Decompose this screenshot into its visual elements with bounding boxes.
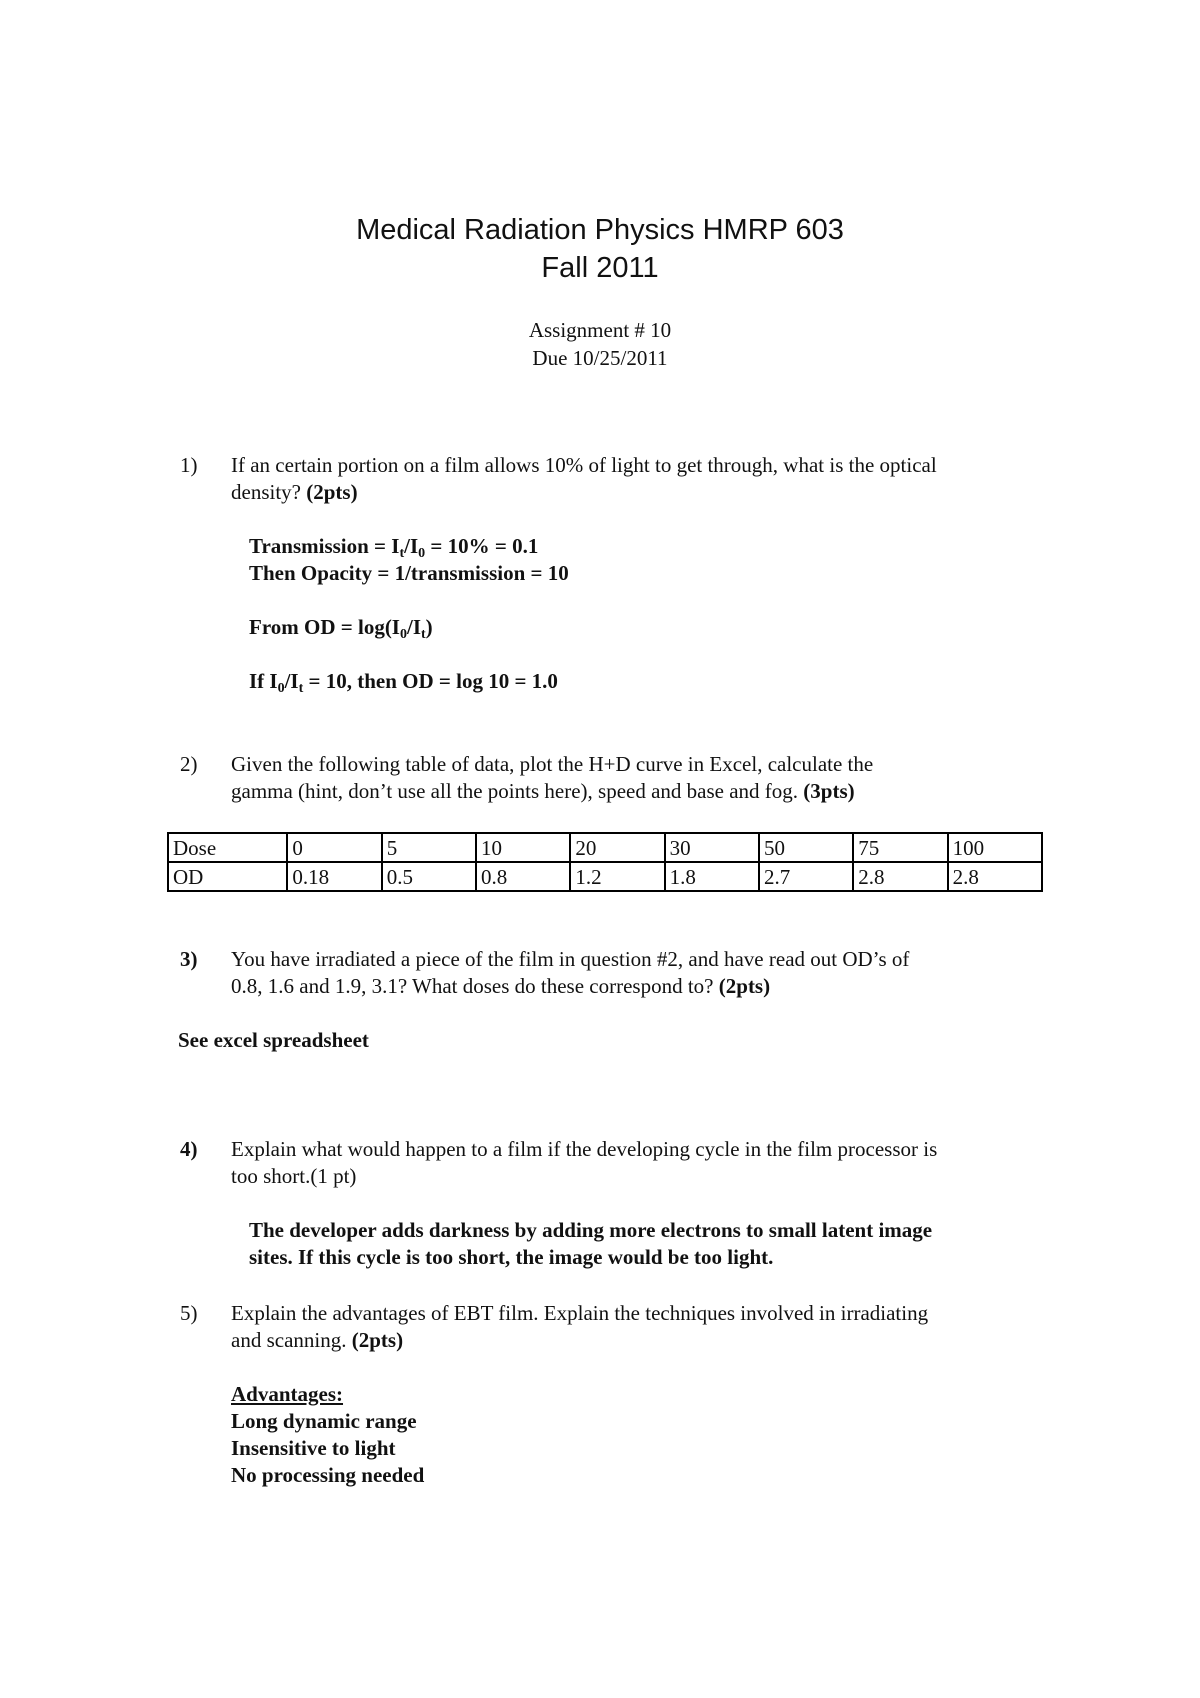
q1-od-formula: From OD = $\log(I_0/I_t)$	[249, 615, 433, 642]
table-cell: 2.8	[853, 862, 947, 891]
due-date: Due 10/25/2011	[532, 346, 668, 370]
q5-text-line2: and scanning. (2pts)	[231, 1328, 404, 1352]
q2-number: 2)	[180, 752, 198, 776]
table-cell: 100	[948, 833, 1042, 862]
q2-text-line1: Given the following table of data, plot the H+D curve in Excel, calculate the	[231, 752, 874, 776]
table-cell: 10	[476, 833, 570, 862]
q5-text-line1: Explain the advantages of EBT film. Explain the techniques involved in irradiating	[231, 1301, 929, 1325]
q3-number: 3)	[180, 947, 198, 971]
table-cell: 75	[853, 833, 947, 862]
q2-points: (3pts)	[803, 779, 855, 803]
table-cell: 0.8	[476, 862, 570, 891]
table-cell: 2.8	[948, 862, 1042, 891]
table-cell: 0.18	[287, 862, 381, 891]
q4-answer-line2: sites. If this cycle is too short, the image would be too light.	[249, 1245, 774, 1269]
q3-points: (2pts)	[718, 974, 771, 998]
list-item: Long dynamic range	[231, 1409, 417, 1433]
q4-answer-line1: The developer adds darkness by adding more electrons to small latent image	[249, 1218, 933, 1242]
course-title: Medical Radiation Physics HMRP 603	[356, 214, 844, 246]
table-row-od	[168, 862, 1042, 891]
table-cell: 1.8	[665, 862, 759, 891]
dose-od-table	[167, 832, 1043, 892]
table-cell: 1.2	[570, 862, 664, 891]
q4-text-line2: too short.(1 pt)	[231, 1164, 357, 1188]
table-row-dose	[168, 833, 1042, 862]
table-cell: OD	[168, 862, 287, 891]
q4-text-line1: Explain what would happen to a film if the developing cycle in the film processor is	[231, 1137, 938, 1161]
list-item: No processing needed	[231, 1463, 425, 1487]
q4-number: 4)	[180, 1137, 198, 1161]
q1-opacity: Then Opacity = 1/transmission = 10	[249, 561, 569, 585]
table-cell: 0.5	[382, 862, 476, 891]
table-cell: 20	[570, 833, 664, 862]
assignment-number: Assignment # 10	[528, 318, 672, 342]
q1-od-result: If $I_0/I_t = 10$, then OD = log 10 = 1.0	[249, 669, 558, 696]
table-cell: 2.7	[759, 862, 853, 891]
advantages-heading: Advantages:	[231, 1382, 344, 1406]
q5-points: (2pts)	[351, 1328, 404, 1352]
q3-text-line2: 0.8, 1.6 and 1.9, 3.1? What doses do these correspond to? (2pts)	[231, 974, 771, 998]
table-cell: 5	[382, 833, 476, 862]
q1-text-line2: density? (2pts)	[231, 480, 358, 504]
list-item: Insensitive to light	[231, 1436, 396, 1460]
q1-transmission: Transmission = $I_t/I_0 = 10\% = 0.1$	[249, 534, 539, 561]
q2-text-line2: gamma (hint, don’t use all the points here), speed and base and fog. (3pts)	[231, 779, 855, 803]
q1-points: (2pts)	[306, 480, 358, 504]
term: Fall 2011	[541, 252, 659, 284]
q3-answer: See excel spreadsheet	[178, 1028, 369, 1052]
q3-text-line1: You have irradiated a piece of the film in question #2, and have read out OD’s of	[231, 947, 910, 971]
table-cell: 0	[287, 833, 381, 862]
table-cell: 30	[665, 833, 759, 862]
table-cell: Dose	[168, 833, 287, 862]
table-cell: 50	[759, 833, 853, 862]
q1-text-line1: If an certain portion on a film allows 10% of light to get through, what is the optical	[231, 453, 937, 477]
q1-number: 1)	[180, 453, 198, 477]
q5-number: 5)	[180, 1301, 198, 1325]
